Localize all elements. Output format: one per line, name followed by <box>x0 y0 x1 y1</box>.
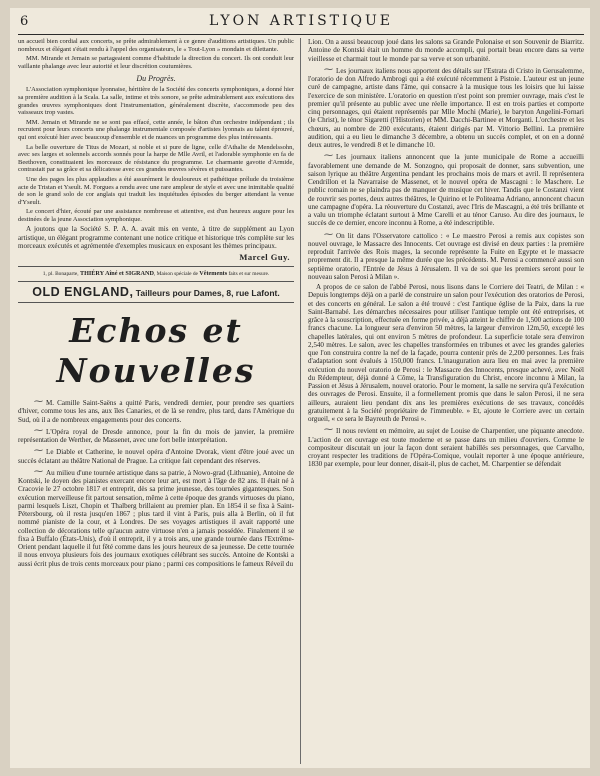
newspaper-page <box>10 8 590 768</box>
ornament-icon: ⁓ <box>324 63 333 74</box>
advertisement-thiery: 1, pl. Bonaparte, THIÉRY Aîné et SIGRAND, Maison spéciale de Vêtements faits et sur mesure. <box>42 270 270 278</box>
ornament-icon: ⁓ <box>34 445 43 456</box>
left-column <box>18 38 294 764</box>
paragraph: MM. Jemain et Mirande ne se sont pas effacé, cette année, le bâton d'un orchestre indépendant ; ils recrutent pour leurs concerts une phalange instrumentale composée d'artistes lyonnais au talent éprouvé, qui ont exécuté hier avec beaucoup d'ensemble et de nuances un programme des plus intéressants. <box>18 118 294 141</box>
ornament-icon: ⁓ <box>34 424 43 435</box>
author-signature: Marcel Guy. <box>239 252 290 263</box>
progres-text <box>18 86 294 223</box>
news-item: ⁓ L'Opéra royal de Dresde annonce, pour la fin du mois de janvier, la première représentation de Werther, de Massenet, avec une fort belle interprétation. <box>18 424 294 445</box>
paragraph: L'Association symphonique lyonnaise, héritière de la Société des concerts symphoniques, a donné hier sa première audition à la Scala. La salle, intime et très sonore, se prête admirablement aux exécutions des grandes œuvres symphoniques dont l'instrumentation, généralement discrète, s'accommode peu des vaisseaux trop vastes. <box>18 86 294 117</box>
paragraph: Le concert d'hier, écouté par une assistance nombreuse et attentive, est d'un heureux augure pour les destinées de la jeune Association symphonique. <box>18 208 294 223</box>
news-item: ⁓ Le Diable et Catherine, le nouvel opéra d'Antoine Dvorak, vient d'être joué avec un succès éclatant au théâtre National de Prague. La critique fait cependant des réserves. <box>18 445 294 465</box>
divider <box>18 281 294 282</box>
paragraph: un accueil bien cordial aux concerts, se prête admirablement à ce genre d'auditions artistiques. Un public nombreux et élégant s'était rendu à l'appel des organisateurs, le « Tout-Lyon » mondain et dilettante. <box>18 38 294 53</box>
ornament-icon: ⁓ <box>324 424 333 435</box>
news-item: ⁓ Au milieu d'une tournée artistique dans sa patrie, à Nowo-grad (Lithuanie), Antoine de Kontski, le doyen des pianistes exercant encore leur art, est mort à l'âge de 82 ans. Il était né à Cracovie le 27 octobre 1817 et entreprit, dès sa prime jeunesse, des tournées gigantesques. Son exécution merveilleuse fit partout sensation, même à cette époque des grands virtuoses du piano, parmi lesquels Liszt, Chopin et Thalberg brillaient au premier plan. En 1854 il se fixa à Saint-Pétersbourg, où il resta jusqu'en 1867 ; plus tard il vint à Paris, puis alla à Berlin, où il fut nommé pianiste de la cour, et à Londres. De ses voyages artistiques il avait rapporté une collection de décorations telle qu'aucun autre virtuose n'en a jamais possédée. Finalement il se fixa à Buffalo (États-Unis), d'où il entreprit, il y a trois ans, une grande tournée dans l'Extrême-Orient pendant laquelle il fut fêté comme dans les jours heureux de sa jeunesse. De cette tournée il nous envoya plusieurs fois des journaux exotiques célébrant ses succès. Antoine de Kontski a aussi écrit plus de trois cents morceaux pour piano ; parmi ces compositions le fameux Réveil du <box>18 465 294 568</box>
journal-title: LYON ARTISTIQUE <box>208 13 394 29</box>
news-item: ⁓ Les journaux italiens annoncent que la junte municipale de Rome a accueilli favorablement une demande de M. Sonzogno, qui proposait de donner, sans subvention, une saison lyrique au théâtre Argentina pendant les prochains mois de mars et avril. Il représentera Cendrillon et la Navarraise de Massenet, et le nouvel opéra de Mascagni : le Maschere. Le public romain ne se plaindra pas de manquer de musique cet hiver. Tandis que le Costanzi vient de rouvrir ses portes, deux autres théâtres, le Quirino et le Politeama Adriano, annoncent chacun une campagne d'opéra. La réouverture du Costanzi, avec l'Iris de Mascagni, a été très brillante et a valu un triomphe éclatant surtout à Mme Carelli et au ténor Caruso. Au dire des journaux, le succès de ce dernier, encore inconnu à Rome, a été indescriptible. <box>308 150 584 228</box>
advertisement-old-england: OLD ENGLAND, Tailleurs pour Dames, 8, rue Lafont. <box>32 285 280 300</box>
intro-text <box>18 38 294 70</box>
right-column <box>308 38 584 764</box>
page-number: 6 <box>20 14 29 29</box>
ornament-icon: ⁓ <box>34 465 43 476</box>
ornament-icon: ⁓ <box>324 228 333 239</box>
ornament-icon: ⁓ <box>34 396 43 407</box>
news-item: ⁓ On lit dans l'Osservatore cattolico : « Le maestro Perosi a remis aux copistes son nouvel ouvrage, le Massacre des Innocents. Cet ouvrage est divisé en deux parties : la première reproduit l'arrivée des Rois mages, la seconde représente la Fuite en Egypte et le massacre proprement dit. Il a presque la même durée que les précédents. M. Perosi a commencé aussi son septième oratorio, l'Entrée de Jésus à Jérusalem. Il va de soi que les premiers seront pour le nouveau salon Perosi à Milan ». <box>308 228 584 281</box>
news-item: ⁓ Il nous revient en mémoire, au sujet de Louise de Charpentier, une piquante anecdote. L'action de cet ouvrage est toute moderne et se passe dans un milieu d'ouvriers. Comme le compositeur discutait un jour la façon dont seraient habillés ses personnages, que Carvalho, croyant respecter les traditions de l'Opéra-Comique, voulait reporter à une époque antérieure, 1830 par exemple, pour leur donner, disait-il, plus de cachet, M. Charpentier se défendait <box>308 424 584 469</box>
section-title: Echos et Nouvelles <box>56 311 256 391</box>
ornament-icon: ⁓ <box>324 150 333 161</box>
progres-heading: Du Progrès. <box>136 74 176 84</box>
news-item: ⁓ M. Camille Saint-Saëns a quitté Paris, vendredi dernier, pour prendre ses quartiers d'hiver, comme tous les ans, aux îles Canaries, et de là se rendre, plus tard, dans l'Amérique du Sud, où il a de nombreux engagements pour des concerts. <box>18 396 294 424</box>
paragraph: Une des pages les plus applaudies a été assurément le douloureux et pathétique prélude du troisième acte de Tristan et Yseult. M. Forgues a rendu avec une rare ampleur de style et avec une inimitable qualité de son le grand solo de cor anglais qui traduit les inquiétudes épisodes du berger attendant la venue d'Yseult. <box>18 175 294 206</box>
column-divider <box>300 38 301 764</box>
divider <box>18 266 294 267</box>
paragraph: La belle ouverture de Titus de Mozart, si noble et si pure de ligne, celle d'Athalie de Mendelssohn, avec ses larges et solennels accords sonnés pour la harpe de Mlle Avril, et l'adorable symphonie en fa de Beethoven, constituaient les morceaux de résistance du programme. Le charmante gavotte d'Armide, contrastait par sa grâce et sa délicatesse avec ces grandes œuvres sévères et puissantes. <box>18 143 294 174</box>
paragraph: A propos de ce salon de l'abbé Perosi, nous lisons dans le Corriere dei Teatri, de Milan : « Depuis longtemps déjà on a parlé de construire un salon pour l'exécution des oratorios de Perosi, et des concerts en général. Le salon a été trouvé : c'est l'antique église de la Paix, dans la rue Saint-Barnabé. Les démarches nécessaires pour utiliser l'antique temple ont été entreprises, et grâce à la souscription, effectuée en forme privée, a déjà atteint le chiffre de 1,500 actions de 100 francs chacune. La longueur sera d'environ 50 mètres, la largeur d'environ 12m,50, excepté les chapelles latérales, qui ont environ 5 mètres de profondeur. La superficie totale sera d'environ 2,540 mètres. Le salon, avec les chapelles transformées en tribunes et avec les grandes galeries que l'on construira contre la nef de la façade, pourra contenir près de 2,200 personnes. Les frais d'adaptation sont évalués à 150,000 francs. L'inauguration aura lieu en mai avec la première exécution du nouvel oratorio de Perosi : le Massacre des Innocents, presque achevé, avec Noël du Rédempteur, déjà donné à Côme, la Transfiguration du Christ, encore inconnu à Milan, la Passion et Jésus à Jérusalem, nouvel oratorio. Pour le moment, la salle ne servira qu'à l'exécution des ouvrages de Perosi. Ensuite, il a formellement promis que dans le salon Perosi, il ne sera ailleurs, auraient lieu pendant dix ans les premières exécutions de ses travaux, concédés gratuitement à la Société propriétaire de l'immeuble. » Et, ajoute le Corriere avec un certain orgueil, « ce sera le Bayreuth de Perosi ». <box>308 283 584 423</box>
news-item: ⁓ Les journaux italiens nous apportent des détails sur l'Estrata di Cristo in Gerusalemme, l'oratorio de don Alfredo Ambrogi qui a été exécuté récemment à Pistoie. L'auteur est un jeune curé de campagne, artiste dans l'âme, qui consacre à la musique tous les loisirs que lui laisse l'exercice de son ministère. L'oratorio en question n'est point son premier ouvrage, mais c'est le premier qu'il présente au public avec une réelle importance. Il est en trois parties et comporte cinq personnages, qui étaient représentés par Mlle Mochi (Marie), le baryton Angelini-Fornari (le Christ), le ténor Sigaretti (l'Historien) et MM. Dacchi-Bartinee et Morganti. L'orchestre et les chœurs, au nombre de 200 exécutants, étaient dirigés par M. Vittorio Bellini. La première audition, qui a eu lieu le dimanche 3 décembre, a obtenu un succès complet, et on en a donné deux autres, le vendredi 8 et le dimanche 10. <box>308 63 584 149</box>
divider <box>18 302 294 303</box>
paragraph: Lion. On a aussi beaucoup joué dans les salons sa Grande Polonaise et son Souvenir de Biarritz. Antoine de Kontski était un homme du monde accompli, qui portait beau encore dans sa verte vieillesse et charmait tout le monde par sa verve et son urbanité. <box>308 38 584 63</box>
page-header <box>18 8 584 35</box>
paragraph: MM. Mirande et Jemain se partageaient comme d'habitude la direction du concert. Ils ont conduit leur vaillante phalange avec leur autorité et leur discrétion coutumières. <box>18 55 294 70</box>
closing-paragraph: A joutons que la Société S. P. A. A. avait mis en vente, à titre de supplément au Lyon artistique, un élégant programme contenant une notice critique et historique très complète sur les morceaux exécutés et agrémentée d'exemples musicaux en exposant les thèmes principaux. <box>18 225 294 250</box>
